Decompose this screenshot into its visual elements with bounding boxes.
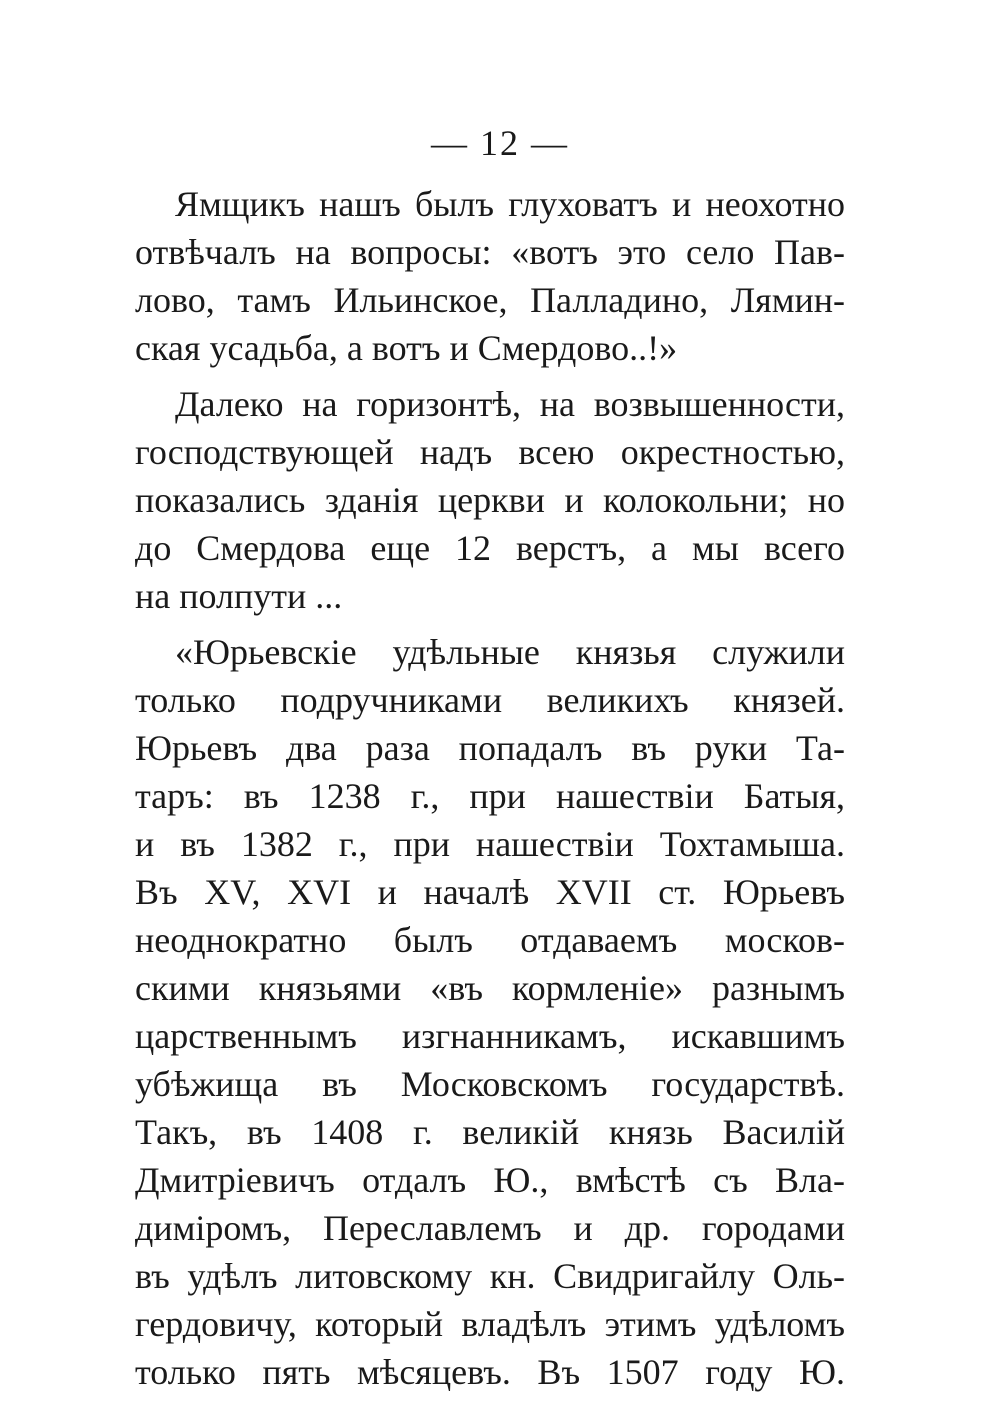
page-number: — 12 — bbox=[431, 123, 569, 163]
text-line: только пять мѣсяцевъ. Въ 1507 году Ю. bbox=[135, 1352, 845, 1392]
text-line: отвѣчалъ на вопросы: «вотъ это село Пав- bbox=[135, 232, 845, 272]
text-line: ская усадьба, а вотъ и Смердово..!» bbox=[135, 328, 678, 368]
paragraph-1 bbox=[135, 180, 845, 372]
text-line: на полпути ... bbox=[135, 576, 343, 616]
text-line: царственнымъ изгнанникамъ, искавшимъ bbox=[135, 1016, 845, 1056]
text-line: въ удѣлъ литовскому кн. Свидригайлу Оль- bbox=[135, 1256, 845, 1296]
body-text bbox=[135, 180, 845, 1396]
text-line: лово, тамъ Ильинское, Палладино, Лямин- bbox=[135, 280, 845, 320]
text-line: Юрьевъ два раза попадалъ въ руки Та- bbox=[135, 728, 845, 768]
text-line: господствующей надъ всею окрестностью, bbox=[135, 432, 845, 472]
text-line: и въ 1382 г., при нашествіи Тохтамыша. bbox=[135, 824, 845, 864]
text-line: убѣжища въ Московскомъ государствѣ. bbox=[135, 1064, 845, 1104]
text-line: диміромъ, Переславлемъ и др. городами bbox=[135, 1208, 845, 1248]
text-line: Дмитріевичъ отдалъ Ю., вмѣстѣ съ Вла- bbox=[135, 1160, 845, 1200]
text-line: Далеко на горизонтѣ, на возвышенности, bbox=[175, 384, 845, 424]
text-line: «Юрьевскіе удѣльные князья служили bbox=[175, 632, 845, 672]
text-line: Такъ, въ 1408 г. великій князь Василій bbox=[135, 1112, 845, 1152]
paragraph-2 bbox=[135, 380, 845, 620]
text-line: до Смердова еще 12 верстъ, а мы всего bbox=[135, 528, 845, 568]
text-line: скими князьями «въ кормленіе» разнымъ bbox=[135, 968, 845, 1008]
text-line: Ямщикъ нашъ былъ глуховатъ и неохотно bbox=[175, 184, 845, 224]
text-line: таръ: въ 1238 г., при нашествіи Батыя, bbox=[135, 776, 845, 816]
text-line: гердовичу, который владѣлъ этимъ удѣломъ bbox=[135, 1304, 845, 1344]
paragraph-3 bbox=[135, 628, 845, 1396]
text-line: Въ XV, XVI и началѣ XVII ст. Юрьевъ bbox=[135, 872, 845, 912]
text-line: только подручниками великихъ князей. bbox=[135, 680, 845, 720]
text-line: показались зданія церкви и колокольни; но bbox=[135, 480, 845, 520]
text-line: неоднократно былъ отдаваемъ москов- bbox=[135, 920, 845, 960]
